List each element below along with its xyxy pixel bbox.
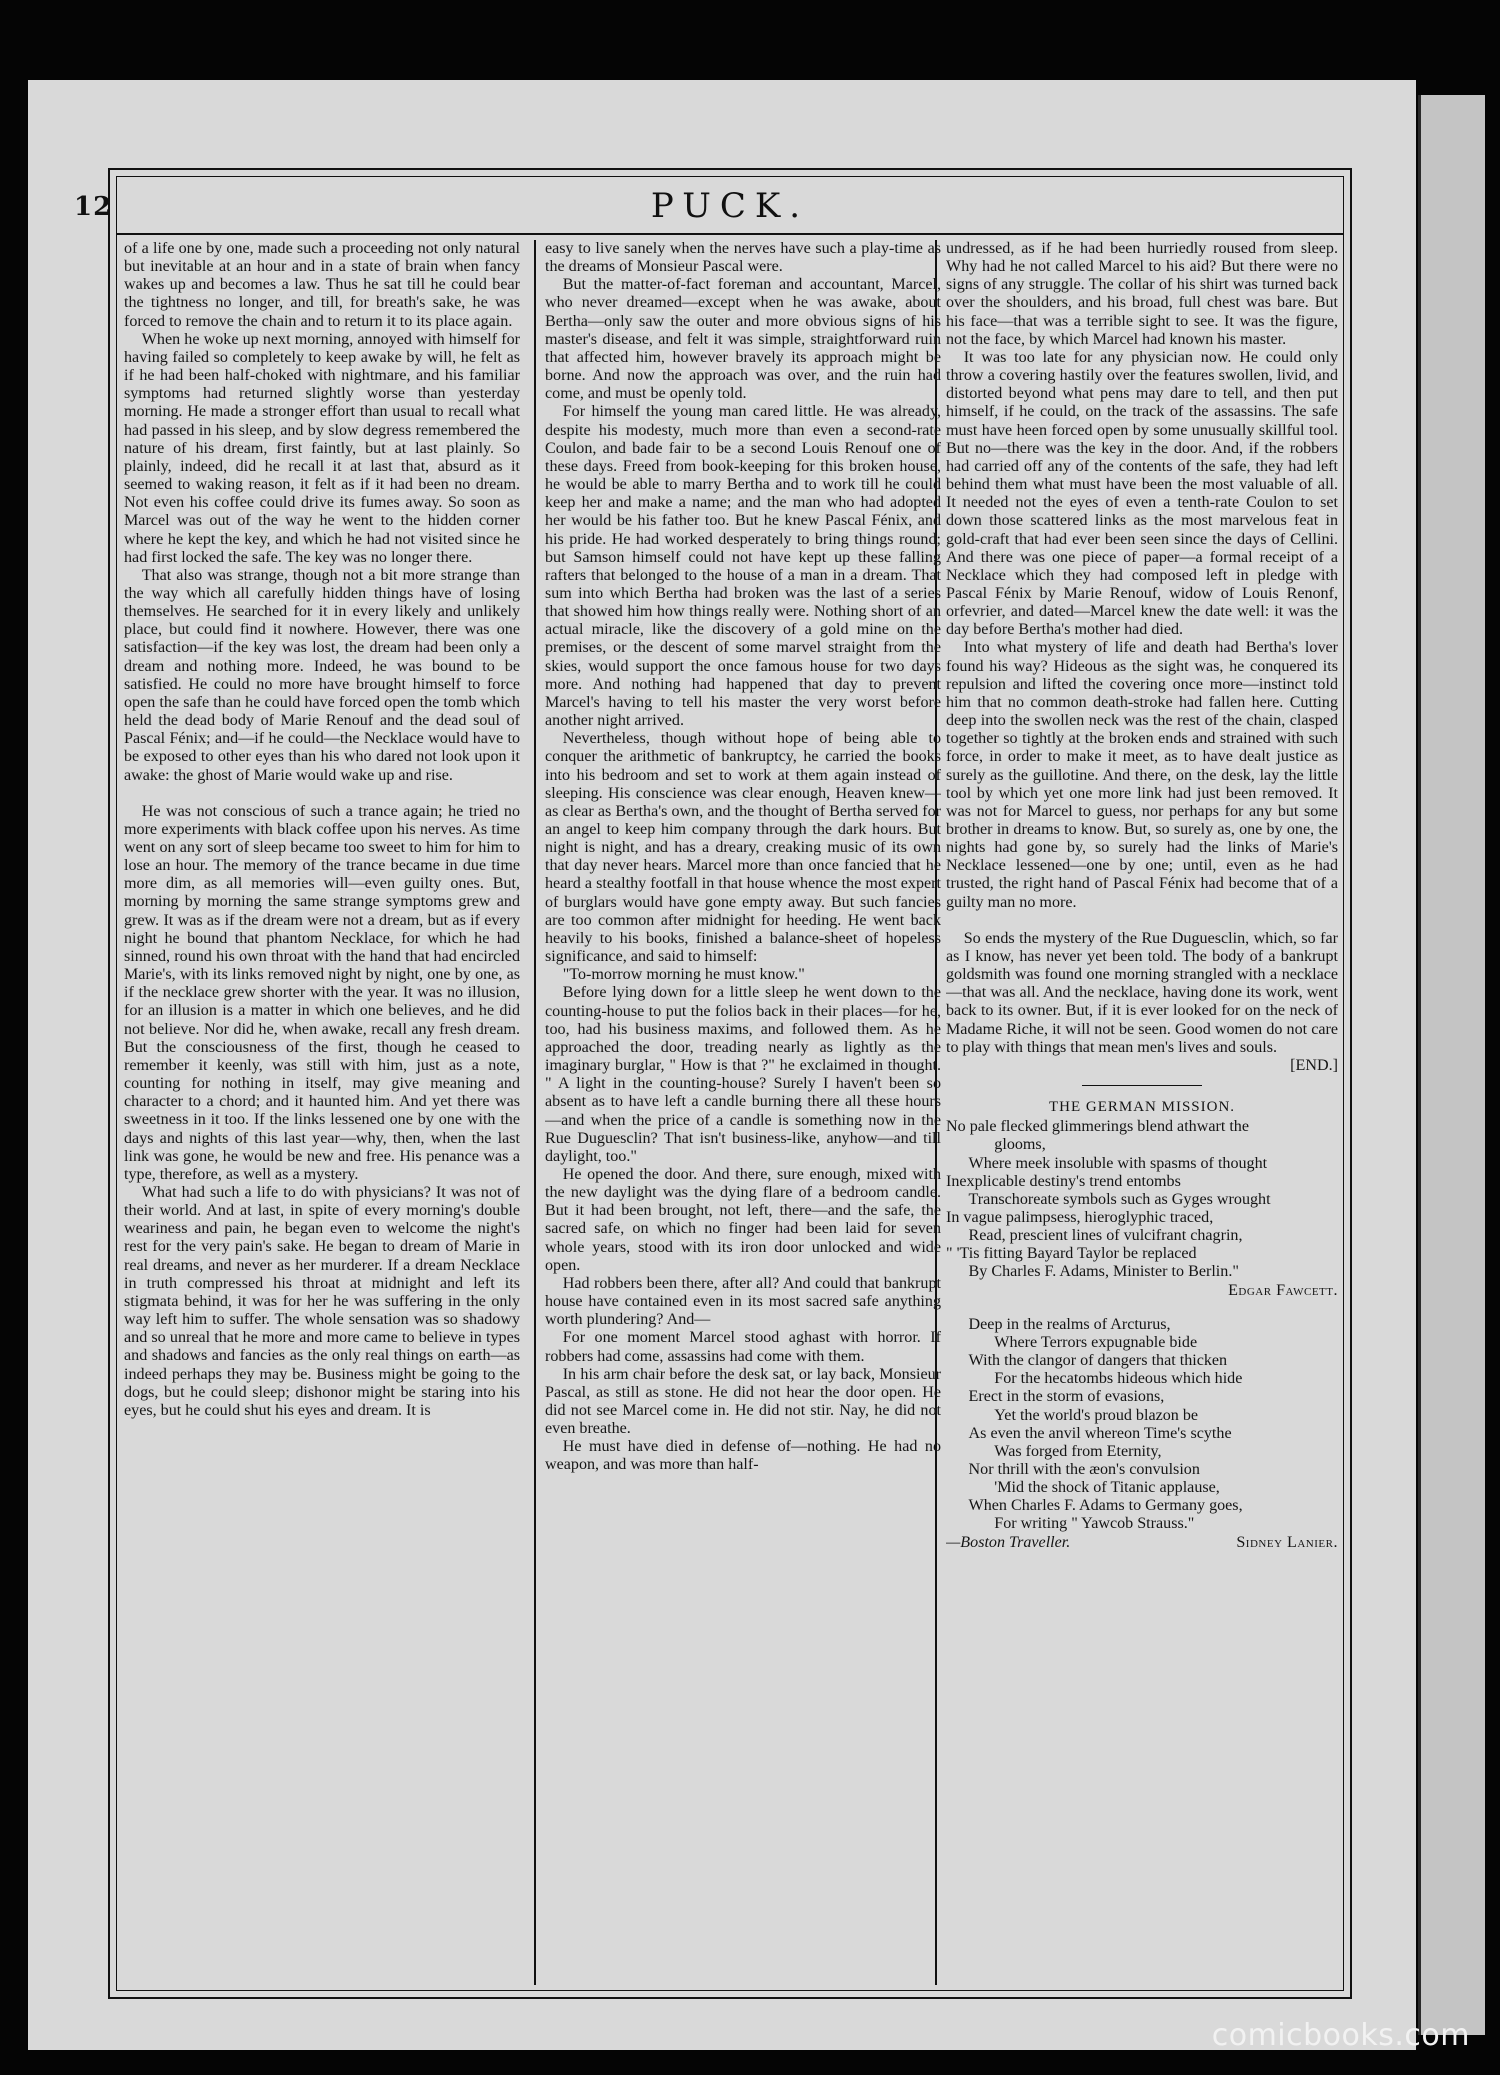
poem-line: Erect in the storm of evasions, bbox=[968, 1388, 1165, 1406]
poem-line: For writing " Yawcob Strauss." bbox=[994, 1515, 1195, 1533]
masthead-title: PUCK. bbox=[650, 186, 810, 226]
poem-title: THE GERMAN MISSION. bbox=[1048, 1099, 1236, 1116]
paragraph: easy to live sanely when the nerves have such a play-time as the dreams of Monsieur Pascal were. bbox=[545, 240, 941, 276]
paragraph: That also was strange, though not a bit more strange than the way which all carefully hidden things have of losing themselves. He searched for it in every likely and unlikely place, but could find it nowhere. However, there was one satisfaction—if the key was lost, the dream had been only a dream and nothing more. Indeed, he was bound to be satisfied. He could no more have brought himself to force open the safe than he could have forced open the tomb which held the dead body of Marie Renouf and the dead soul of Pascal Fénix; and—if he could—the Necklace would have to be exposed to other eyes than his who dared not look upon it awake: the ghost of Marie would wake up and rise. bbox=[124, 566, 520, 784]
end-mark: [END.] bbox=[1290, 1056, 1338, 1074]
poem-line: With the clangor of dangers that thicken bbox=[968, 1352, 1228, 1370]
paragraph: Before lying down for a little sleep he went down to the counting-house to put the folios back in their places—for he, too, had his business maxims, and followed them. As he approached the door, treading nearly as lightly as the imaginary burglar, " How is that ?" he exclaimed in thought. " A light in the counting-house? Surely I haven't been so absent as to have left a candle burning there all these hours —and when the price of a candle is something now in the Rue Duguesclin? That isn't business-like, anyhow—and till daylight, too." bbox=[545, 984, 941, 1165]
poem-line: Read, prescient lines of vulcifrant chagrin, bbox=[968, 1227, 1243, 1245]
section-rule bbox=[1082, 1085, 1202, 1086]
paragraph: It was too late for any physician now. He could only throw a covering hastily over the features swollen, livid, and distorted beyond what pens may dare to tell, and then put himself, if he could, on the track of the assassins. The safe must have heen forced open by some unusually skillful tool. But no—there was the key in the door. And, if the robbers had carried off any of the contents of the safe, they had left behind them what must have been the most valuable of all. It needed not the eyes of even a tenth-rate Coulon to set down those scattered links as the most marvelous feat in gold-craft that had ever been seen since the days of Cellini. And there was one piece of paper—a formal receipt of a Necklace which they had composed left in pledge with Pascal Fénix by Marie Renouf, widow of Louis Renonf, orfevrier, and dated—Marcel knew the date well: it was the day before Bertha's mother had died. bbox=[946, 348, 1338, 639]
paragraph: What had such a life to do with physicians? It was not of their world. And at last, in spite of every morning's double weariness and pain, he began even to welcome the night's rest for the very pain's sake. He began to dream of Marie in real dreams, and never as her murderer. If a dream Necklace in truth compressed his throat at midnight and left its stigmata behind, it was for her he was suffering in the only way left him to suffer. The whole sensation was so shadowy and so unreal that he more and more came to believe in types and shadows and fancies as the only real things on earth—as indeed perhaps they may be. Business might be going to the dogs, but he could sleep; dishonor might be staring into his eyes, but he could shut his eyes and dream. It is bbox=[124, 1183, 520, 1419]
poem-author: Sidney Lanier. bbox=[1236, 1533, 1338, 1551]
masthead-rule bbox=[116, 233, 1344, 235]
poem-line: Deep in the realms of Arcturus, bbox=[968, 1315, 1171, 1333]
poem-fawcett bbox=[946, 1118, 1338, 1300]
paragraph: He must have died in defense of—nothing. He had no weapon, and was more than half- bbox=[545, 1438, 941, 1474]
poem-line: As even the anvil whereon Time's scythe bbox=[968, 1424, 1232, 1442]
poem-line: Transchoreate symbols such as Gyges wrought bbox=[968, 1190, 1271, 1208]
adjacent-page-edge bbox=[1418, 95, 1485, 2035]
paragraph: He was not conscious of such a trance again; he tried no more experiments with black coffee upon his nerves. As time went on any sort of sleep became too sweet to him for him to lose an hour. The memory of the trance became in due time more dim, as all memories will—even guilty ones. But, morning by morning the same strange symptoms grew and grew. It was as if the dream were not a dream, but as if every night he bound that phantom Necklace, for which he had sinned, round his own throat with the hand that had encircled Marie's, with its links removed night by night, one by one, as if the necklace grew shorter with the year. It was no illusion, for an illusion is a matter in which one believes, and he did not believe. Nor did he, when awake, recall any fresh dream. But the consciousness of the first, though he ceased to remember it keenly, was still with him, just as a note, counting for nothing in itself, may give meaning and character to a chord; and it haunted him. And yet there was sweetness in it too. If the links lessened one by one with the days and nights of this last year—why, then, when the last link was gone, he would be new and free. His penance was a type, therefore, as well as a mystery. bbox=[124, 802, 520, 1183]
paragraph: of a life one by one, made such a proceeding not only natural but inevitable at an hour and in a state of brain when fancy wakes up and becomes a law. Thus he sat till he could bear the tightness no longer, and till, for breath's sake, he was forced to remove the chain and to return it to its place again. bbox=[124, 240, 520, 330]
text-column-1 bbox=[124, 240, 520, 1985]
paragraph: undressed, as if he had been hurriedly roused from sleep. Why had he not called Marcel to his aid? But there were no signs of any struggle. The collar of his shirt was turned back over the shoulders, and his broad, full chest was bare. But his face—that was a terrible sight to see. It was the figure, not the face, by which Marcel had known his master. bbox=[946, 240, 1338, 348]
poem-lanier bbox=[946, 1316, 1338, 1552]
paragraph: He opened the door. And there, sure enough, mixed with the new daylight was the dying flare of a bedroom candle. But it had been brought, not left, there—and the safe, the sacred safe, on which no finger had been laid for seven whole years, stood with its iron door unlocked and wide open. bbox=[545, 1165, 941, 1274]
paragraph: For one moment Marcel stood aghast with horror. If robbers had come, assassins had come with them. bbox=[545, 1329, 941, 1365]
poem-line: " 'Tis fitting Bayard Taylor be replaced bbox=[946, 1245, 1197, 1263]
paragraph: "To-morrow morning he must know." bbox=[562, 966, 805, 984]
paragraph: When he woke up next morning, annoyed with himself for having failed so completely to keep awake by will, he felt as if he had been half-choked with nightmare, and his familiar symptoms had returned slightly worse than yesterday morning. He made a stronger effort than usual to recall what had passed in his sleep, and by slow degress remembered the nature of his dream, first faintly, but at last plainly. So plainly, indeed, did he recall it at last that, absurd as it seemed to waking reason, it felt as if it had been no dream. Not even his coffee could drive its fumes away. So soon as Marcel was out of the way he went to the hidden corner where he kept the key, and which he had not visited since he had first locked the safe. The key was no longer there. bbox=[124, 330, 520, 566]
poem-line: For the hecatombs hideous which hide bbox=[994, 1370, 1243, 1388]
poem-line: 'Mid the shock of Titanic applause, bbox=[994, 1479, 1220, 1497]
poem-line: When Charles F. Adams to Germany goes, bbox=[968, 1497, 1243, 1515]
poem-line: glooms, bbox=[994, 1136, 1046, 1154]
paragraph: Had robbers been there, after all? And could that bankrupt house have contained even in its most sacred safe anything worth plundering? And— bbox=[545, 1274, 941, 1329]
poem-line: No pale flecked glimmerings blend athwart the bbox=[946, 1118, 1249, 1136]
poem-line: Where meek insoluble with spasms of thought bbox=[968, 1154, 1268, 1172]
site-watermark: comicbooks.com bbox=[1211, 2018, 1470, 2053]
poem-source: —Boston Traveller. bbox=[946, 1533, 1071, 1551]
paragraph: So ends the mystery of the Rue Duguesclin, which, so far as I know, has never yet been told. The body of a bankrupt goldsmith was found one morning strangled with a necklace—that was all. And the necklace, having done its work, went back to its owner. But, if it is ever looked for on the neck of Madame Riche, it will not be seen. Good women do not care to play with things that mean men's lives and souls. bbox=[946, 929, 1338, 1056]
text-column-3 bbox=[946, 240, 1338, 1985]
poem-line: Was forged from Eternity, bbox=[994, 1442, 1162, 1460]
poem-line: By Charles F. Adams, Minister to Berlin." bbox=[968, 1263, 1239, 1281]
poem-line: Yet the world's proud blazon be bbox=[994, 1406, 1199, 1424]
poem-line: In vague palimpsess, hieroglyphic traced, bbox=[946, 1208, 1214, 1226]
poem-line: Nor thrill with the æon's convulsion bbox=[968, 1461, 1200, 1478]
page-number: 12 bbox=[74, 192, 113, 222]
column-rule bbox=[534, 240, 536, 1985]
poem-line: Where Terrors expugnable bide bbox=[994, 1333, 1198, 1351]
poem-author: Edgar Fawcett. bbox=[1228, 1281, 1338, 1299]
paragraph: But the matter-of-fact foreman and accountant, Marcel, who never dreamed—except when he was awake, about Bertha—only saw the outer and more obvious signs of his master's disease, and felt it was simple, straightforward ruin that affected him, however bravely its approach might be borne. And now the approach was over, and the ruin had come, and must be openly told. bbox=[545, 276, 941, 403]
paragraph: In his arm chair before the desk sat, or lay back, Monsieur Pascal, as still as stone. He did not hear the door open. He did not see Marcel come in. He did not stir. Nay, he did not even breathe. bbox=[545, 1365, 941, 1438]
paragraph: Into what mystery of life and death had Bertha's lover found his way? Hideous as the sight was, he conquered its repulsion and lifted the covering once more—instinct told him that no common death-stroke had fallen here. Cutting deep into the swollen neck was the rest of the chain, clasped together so tightly at the broken ends and strained with such force, in order to make it meet, as to have dealt justice as surely as the guillotine. And there, on the desk, lay the little tool by which yet one more link had just been removed. It was not for Marcel to guess, nor perhaps for any but some brother in dreams to know. But, so surely as, one by one, the nights had gone by, so surely had the links of Marie's Necklace lessened—one by one; until, even as he had trusted, the right hand of Pascal Fénix had become that of a guilty man no more. bbox=[946, 639, 1338, 911]
paragraph: For himself the young man cared little. He was already, despite his modesty, much more than even a second-rate Coulon, and bade fair to be a second Louis Renouf one of these days. Freed from book-keeping for this broken house, he would be able to marry Bertha and to work till he could keep her and make a name; and the man who had adopted her would be his father too. But he knew Pascal Fénix, and his pride. He had worked desperately to bring things round; but Samson himself could not have kept up these falling rafters that belonged to the house of a man in a dream. That sum into which Bertha had broken was the last of a series that showed him how things really were. Nothing short of an actual miracle, like the discovery of a gold mine on the premises, or the descent of some marvel straight from the skies, would support the once famous house for two days more. And nothing had happened that day to prevent Marcel's having to tell his master the very worst before another night arrived. bbox=[545, 403, 941, 730]
poem-line: Inexplicable destiny's trend entombs bbox=[946, 1172, 1181, 1190]
paragraph: Nevertheless, though without hope of being able to conquer the arithmetic of bankruptcy, he carried the books into his bedroom and set to work at them again instead of sleeping. His conscience was clear enough, Heaven knew—as clear as Bertha's own, and the thought of Bertha served for an angel to keep him company through the dark hours. But night is night, and has a dreary, creaking music of its own that day never hears. Marcel more than once fancied that he heard a stealthy footfall in that house whence the most expert of burglars would have gone empty away. But such fancies are too common after midnight for heeding. He went back heavily to his books, finished a balance-sheet of hopeless significance, and said to himself: bbox=[545, 730, 941, 966]
text-column-2 bbox=[545, 240, 941, 1985]
